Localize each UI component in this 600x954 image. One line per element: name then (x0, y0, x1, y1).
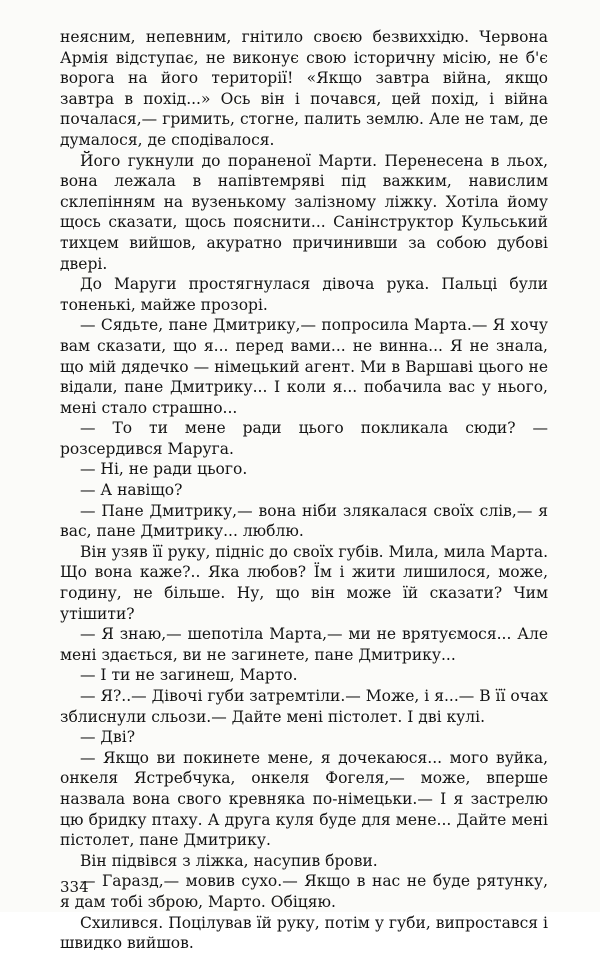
paragraph-5: — То ти мене ради цього покликала сюди? — розсердився Маруга. (60, 419, 548, 458)
paragraph-17: Схилився. Поцілував їй руку, потім у губи, випростався і швидко вийшов. (60, 913, 548, 953)
paragraph-7: — А навіщо? (80, 481, 183, 500)
paragraph-1: неясним, непевним, гнітило своєю безвиххідю. Червона Армія відступає, не виконує свою історичну місію, не б'є ворога на його території! «Якщо завтра війна, якщо завтра в похід...» Ось він і почався, цей похід, і війна почалася,— гримить, стогне, палить землю. Але не там, де думалося, де сподівалося. (60, 28, 548, 149)
paragraph-16: — Гаразд,— мовив сухо.— Якщо в нас не буде рятунку, я дам тобі зброю, Марто. Обіцяю. (60, 872, 548, 911)
paragraph-3: До Маруги простягнулася дівоча рука. Пальці були тоненькі, майже прозорі. (60, 275, 548, 314)
paragraph-11: — І ти не загинеш, Марто. (80, 666, 298, 685)
paragraph-2: Його гукнули до пораненої Марти. Перенесена в льох, вона лежала в напівтемряві під важким, навислим склепінням на вузенькому залізному ліжку. Хотіла йому щось сказати, щось пояснити... Санінструктор Кульський тихцем вийшов, акуратно причинивши за собою дубові двері. (60, 151, 548, 273)
paragraph-14: — Якщо ви покинете мене, я дочекаюся... мого вуйка, онкеля Ястребчука, онкеля Фогеля,— може, вперше назвала вона свого кревняка по-німецьки.— І я застрелю цю бридку птаху. А друга куля буде для мене... Дайте мені пістолет, пане Дмитрику. (60, 748, 548, 850)
paragraph-10: — Я знаю,— шепотіла Марта,— ми не врятуємося... Але мені здається, ви не загинете, пане Дмитрику... (60, 625, 548, 664)
paragraph-6: — Ні, не ради цього. (80, 460, 248, 479)
page-text (60, 27, 548, 954)
paragraph-8: — Пане Дмитрику,— вона ніби злякалася своїх слів,— я вас, пане Дмитрику... люблю. (60, 501, 548, 541)
paragraph-12: — Я?..— Дівочі губи затремтіли.— Може, і я...— В її очах зблиснули сльози.— Дайте мені пістолет. І дві кулі. (60, 687, 548, 726)
paragraph-9: Він узяв її руку, підніс до своїх губів. Мила, мила Марта. Що вона каже?.. Яка любов? Їм і жити лишилося, може, годину, не більше. Ну, що він може їй сказати? Чим утішити? (60, 542, 548, 623)
page-number: 334 (60, 878, 89, 896)
paragraph-4: — Сядьте, пане Дмитрику,— попросила Марта.— Я хочу вам сказати, що я... перед вами... не винна... Я не знала, що мій дядечко — німецький агент. Ми в Варшаві цього не відали, пане Дмитрику... І коли я... побачила вас у нього, мені стало страшно... (60, 316, 548, 417)
paragraph-13: — Дві? (80, 728, 136, 747)
paragraph-15: Він підвівся з ліжка, насупив брови. (80, 851, 378, 870)
